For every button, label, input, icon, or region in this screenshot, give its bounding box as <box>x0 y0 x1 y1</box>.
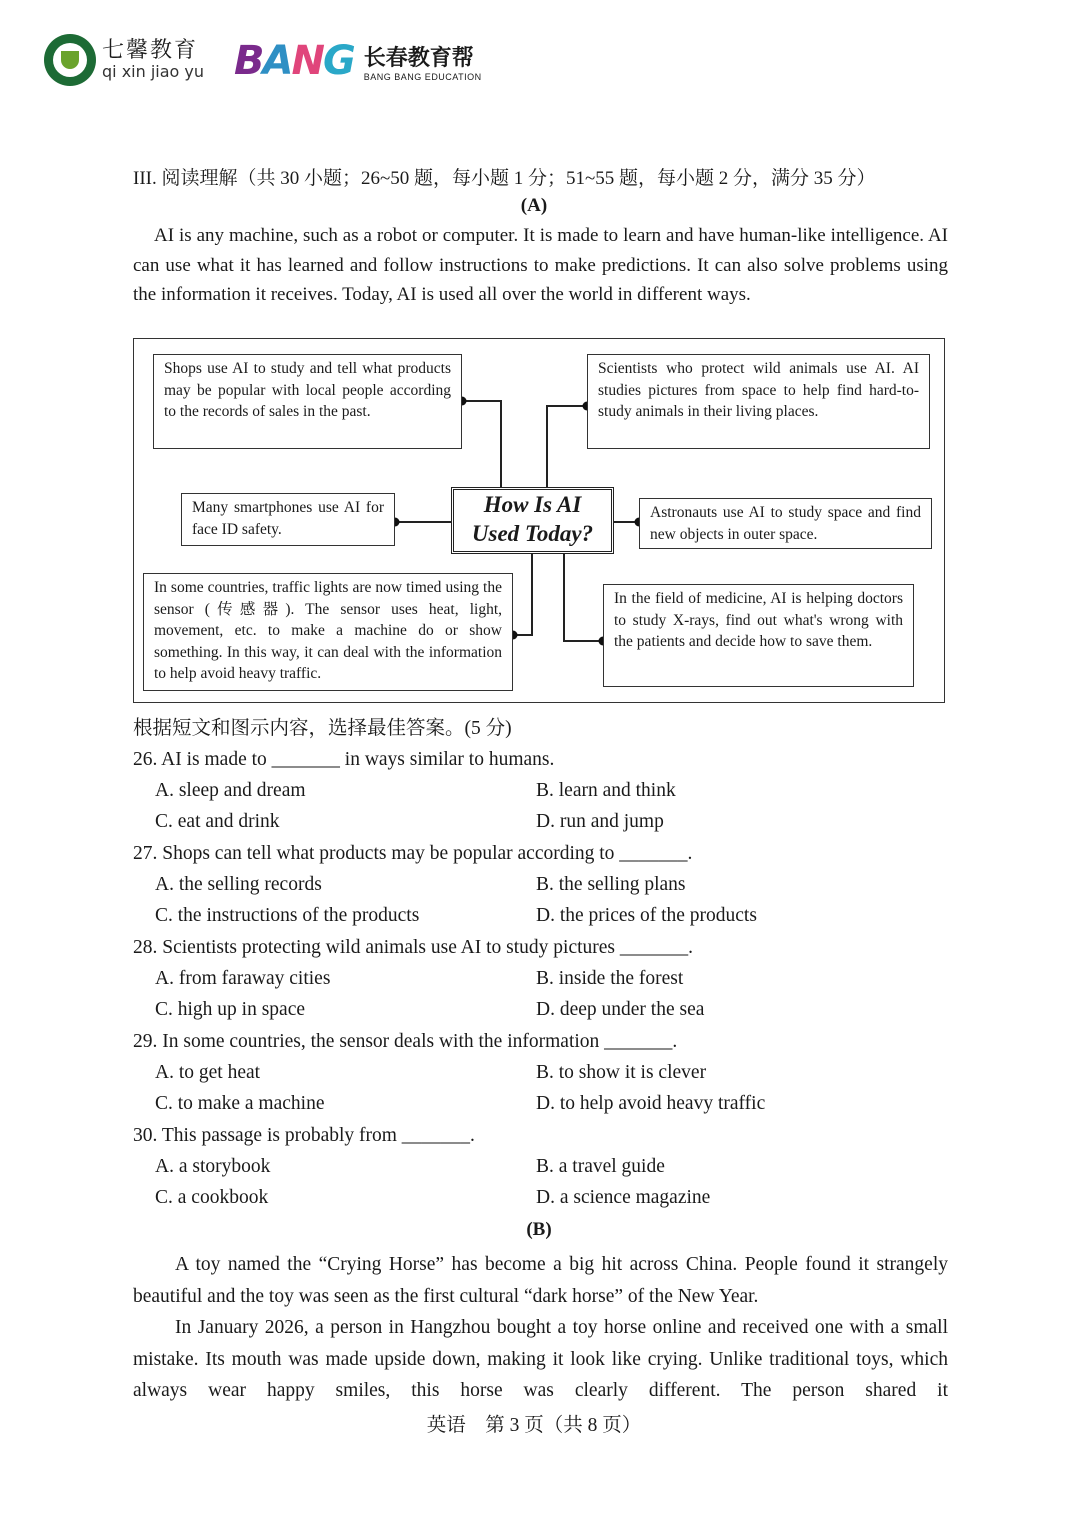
answer-option[interactable]: D. to help avoid heavy traffic <box>536 1093 766 1114</box>
answer-option[interactable]: A. a storybook <box>155 1156 271 1177</box>
answer-option[interactable]: A. the selling records <box>155 874 322 895</box>
logo1-cn: 七馨教育 <box>102 38 199 64</box>
answer-option[interactable]: B. a travel guide <box>536 1156 665 1177</box>
box-medicine: In the field of medicine, AI is helping doctors to study X-rays, find out what's wrong with the patients and decide how to save them. <box>603 584 914 687</box>
answer-option[interactable]: C. eat and drink <box>155 811 280 832</box>
answer-option[interactable]: B. to show it is clever <box>536 1062 707 1083</box>
answer-option[interactable]: C. a cookbook <box>155 1187 269 1208</box>
passage-b-para-2: In January 2026, a person in Hangzhou bought a toy horse online and received one with a small mistake. Its mouth was made upside down, making it look like crying. Unlike traditional toys, which always wear happy smiles, this horse was clearly different. The person shared it <box>133 1317 948 1401</box>
answer-option[interactable]: A. to get heat <box>155 1062 261 1083</box>
passage-a-label: (A) <box>520 195 548 216</box>
box-scientists: Scientists who protect wild animals use AI. AI studies pictures from space to help find hard-to-study animals in their living places. <box>587 354 930 449</box>
answer-option[interactable]: C. high up in space <box>155 999 306 1020</box>
question-stem: 28. Scientists protecting wild animals use AI to study pictures _______. <box>133 937 694 958</box>
box-traffic: In some countries, traffic lights are now timed using the sensor (传感器). The sensor uses heat, light, movement, etc. to make a machine do or show something. In this way, it can deal with the information to help avoid heavy traffic. <box>143 573 513 691</box>
passage-b-para-1: A toy named the “Crying Horse” has become a big hit across China. People found it strangely beautiful and the toy was seen as the first cultural “dark horse” of the New Year. <box>133 1254 948 1307</box>
qixin-seal-icon <box>44 34 96 86</box>
answer-option[interactable]: B. the selling plans <box>536 874 686 895</box>
box-smartphones: Many smartphones use AI for face ID safety. <box>181 493 395 546</box>
question-stem: 26. AI is made to _______ in ways similar to humans. <box>133 749 555 770</box>
diagram-center-title: How Is AI Used Today? <box>451 487 614 554</box>
answer-option[interactable]: B. learn and think <box>536 780 676 801</box>
instruction: 根据短文和图示内容，选择最佳答案。(5 分) <box>133 718 512 739</box>
box-astronauts: Astronauts use AI to study space and find new objects in outer space. <box>639 498 932 549</box>
answer-option[interactable]: A. sleep and dream <box>155 780 306 801</box>
question-stem: 29. In some countries, the sensor deals with the information _______. <box>133 1031 678 1052</box>
logo1-py: qi xin jiao yu <box>102 62 205 82</box>
qixin-logo <box>44 34 204 86</box>
box-shops: Shops use AI to study and tell what products may be popular with local people according to the records of sales in the past. <box>153 354 462 449</box>
answer-option[interactable]: D. deep under the sea <box>536 999 705 1020</box>
logo2-cn: 长春教育帮 <box>363 45 474 71</box>
answer-option[interactable]: C. the instructions of the products <box>155 905 420 926</box>
question-stem: 27. Shops can tell what products may be popular according to _______. <box>133 843 693 864</box>
answer-option[interactable]: D. run and jump <box>536 811 664 832</box>
logo2-en: BANG BANG EDUCATION <box>363 71 482 82</box>
passage-a-intro: AI is any machine, such as a robot or computer. It is made to learn and have human-like intelligence. AI can use what it has learned and follow instructions to make predictions. It can also solve problems using the information it receives. Today, AI is used all over the world in different ways. <box>133 225 948 305</box>
answer-option[interactable]: A. from faraway cities <box>155 968 331 989</box>
ai-usage-diagram <box>133 338 945 703</box>
answer-option[interactable]: B. inside the forest <box>536 968 684 989</box>
page-footer: 英语 第 3 页（共 8 页） <box>426 1415 642 1436</box>
answer-option[interactable]: D. a science magazine <box>536 1187 711 1208</box>
answer-option[interactable]: D. the prices of the products <box>536 905 757 926</box>
bang-logo <box>234 38 482 84</box>
bang-wordmark: BANG <box>234 38 354 84</box>
answer-option[interactable]: C. to make a machine <box>155 1093 325 1114</box>
passage-b-label: (B) <box>526 1219 552 1240</box>
question-stem: 30. This passage is probably from _______. <box>133 1125 475 1146</box>
section-heading: III. 阅读理解（共 30 小题；26~50 题，每小题 1 分；51~55 题，每小题 2 分，满分 35 分） <box>133 168 876 189</box>
